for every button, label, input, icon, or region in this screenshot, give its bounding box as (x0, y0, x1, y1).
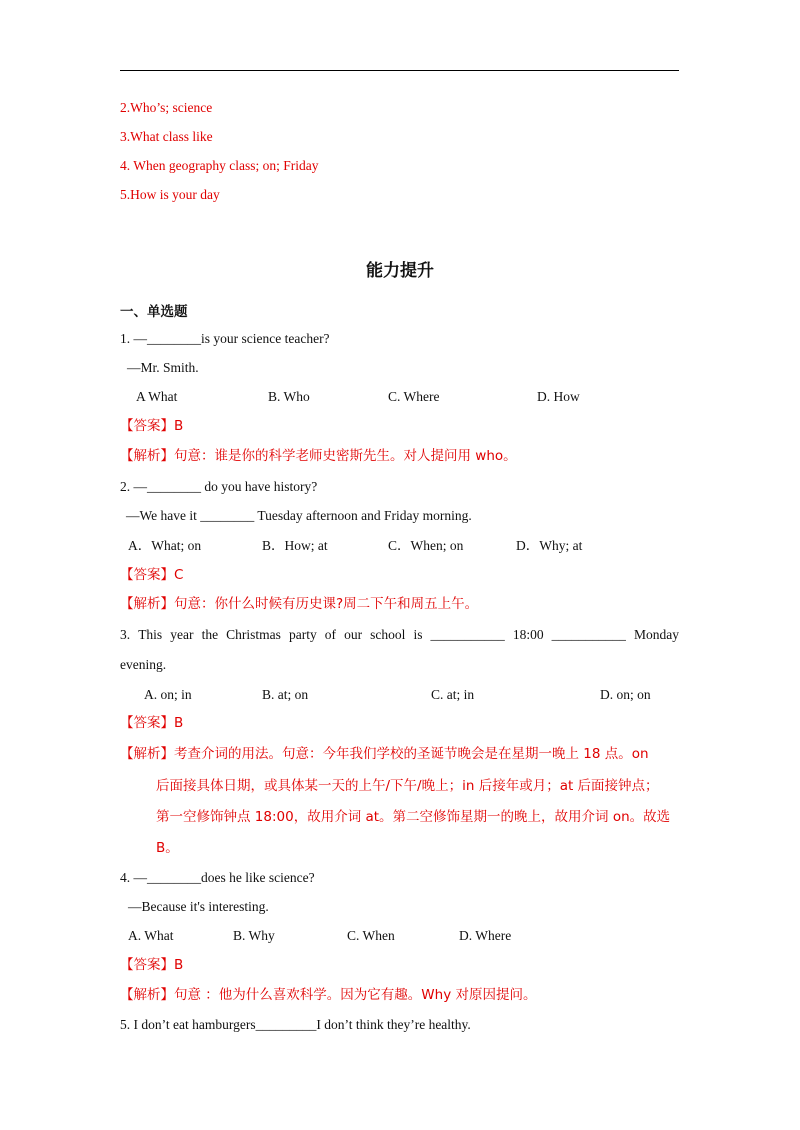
q2-option-c: C．When; on (388, 538, 464, 553)
q2-option-d: D．Why; at (516, 538, 583, 553)
q3-stem (120, 626, 679, 644)
q3-blank-1: ___________ (430, 627, 505, 642)
q3-explanation-line-3: 第一空修饰钟点 18:00，故用介词 at。第二空修饰星期一的晚上，故用介词 on。故选 (156, 809, 671, 825)
q4-option-c: C. When (347, 928, 395, 943)
q2-reply: —We have it ________ Tuesday afternoon and Friday morning. (126, 508, 472, 523)
q1-answer: 【答案】B (120, 418, 184, 434)
q3-option-c: C. at; in (431, 687, 475, 702)
q3-stem-word: 3. (120, 627, 131, 642)
q3-option-a: A. on; in (144, 687, 192, 702)
q1-option-c: C. Where (388, 389, 440, 404)
q2-answer: 【答案】C (120, 567, 184, 583)
q3-stem-word: the (201, 627, 219, 642)
q3-blank-2: ___________ (551, 627, 626, 642)
q4-reply: —Because it's interesting. (128, 899, 269, 914)
q3-option-d: D. on; on (600, 687, 651, 702)
q4-answer: 【答案】B (120, 957, 184, 973)
q3-explanation-line-1: 【解析】考查介词的用法。句意：今年我们学校的圣诞节晚会是在星期一晚上 18 点。on (120, 746, 649, 762)
q3-stem-word: 18:00 (512, 627, 544, 642)
q1-option-a: A What (136, 389, 178, 404)
q1-reply: —Mr. Smith. (127, 360, 199, 375)
q5-stem: 5. I don’t eat hamburgers_________I don’t think they’re healthy. (120, 1017, 471, 1032)
q2-stem: 2. —________ do you have history? (120, 479, 318, 494)
q3-stem-word: party (288, 627, 317, 642)
q3-explanation-line-4: B。 (156, 840, 179, 856)
q3-answer: 【答案】B (120, 715, 184, 731)
q3-stem-word: Monday (633, 627, 679, 642)
q4-option-d: D. Where (459, 928, 512, 943)
prev-answer-4: 4. When geography class; on; Friday (120, 158, 319, 173)
section-title: 能力提升 (366, 261, 434, 281)
q4-option-a: A. What (128, 928, 174, 943)
q1-explanation: 【解析】句意：谁是你的科学老师史密斯先生。对人提问用 who。 (120, 448, 517, 464)
q3-option-b: B. at; on (262, 687, 309, 702)
q1-stem: 1. —________is your science teacher? (120, 331, 330, 346)
q3-stem-word: This (138, 627, 163, 642)
q3-stem-word: year (170, 627, 194, 642)
q1-option-d: D. How (537, 389, 580, 404)
q3-stem-word: is (413, 627, 423, 642)
prev-answer-2: 2.Who’s; science (120, 100, 213, 115)
q2-option-a: A．What; on (128, 538, 202, 553)
q3-stem-word: our (344, 627, 363, 642)
q4-option-b: B. Why (233, 928, 275, 943)
q1-option-b: B. Who (268, 389, 310, 404)
prev-answer-3: 3.What class like (120, 129, 213, 144)
q3-stem-word: school (370, 627, 406, 642)
q3-stem-word: of (324, 627, 337, 642)
q3-explanation-line-2: 后面接具体日期，或具体某一天的上午/下午/晚上；in 后接年或月；at 后面接钟点； (156, 778, 659, 794)
q2-explanation: 【解析】句意：你什么时候有历史课?周二下午和周五上午。 (120, 596, 479, 612)
header-rule (120, 70, 679, 71)
q3-stem-word: Christmas (226, 627, 281, 642)
question-type-heading: 一、单选题 (120, 304, 188, 320)
q4-stem: 4. —________does he like science? (120, 870, 315, 885)
q4-explanation: 【解析】句意 ：他为什么喜欢科学。因为它有趣。Why 对原因提问。 (120, 987, 537, 1003)
prev-answer-5: 5.How is your day (120, 187, 220, 202)
q3-stem-end: evening. (120, 657, 167, 672)
q2-option-b: B．How; at (262, 538, 328, 553)
